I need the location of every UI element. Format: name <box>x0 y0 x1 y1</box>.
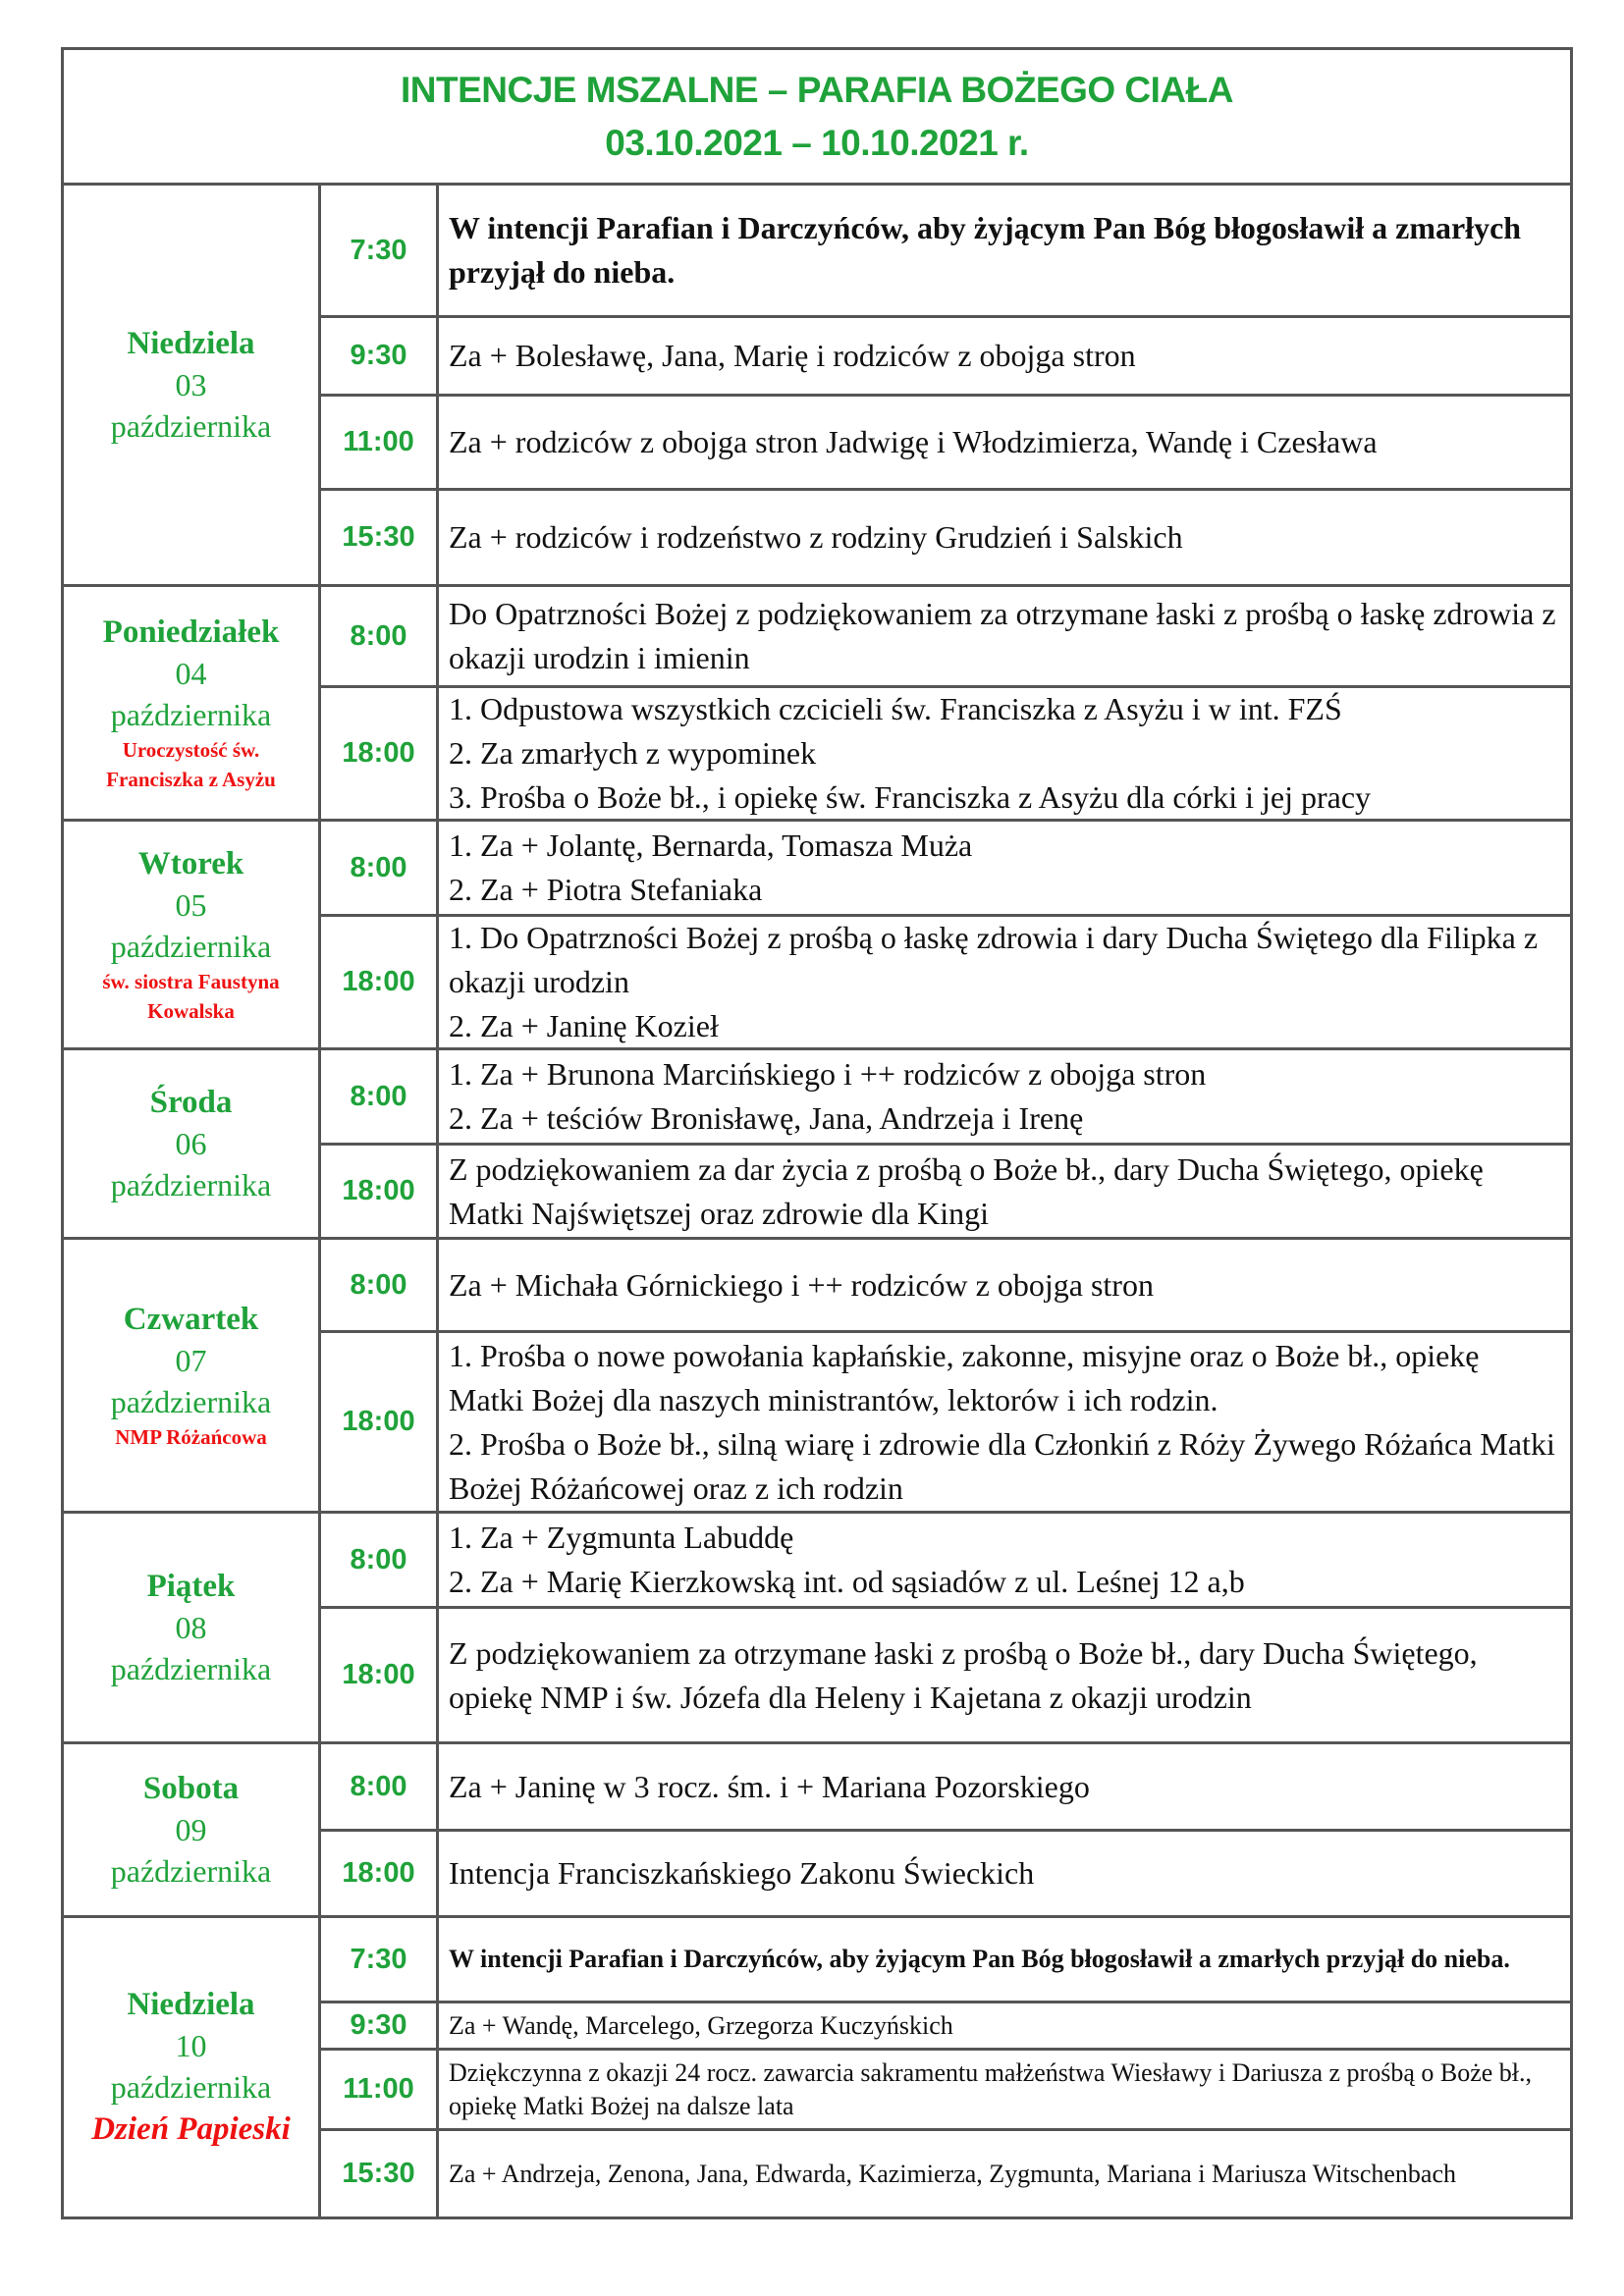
mass-time: 11:00 <box>321 397 439 488</box>
feast-label: NMP Różańcowa <box>115 1425 267 1449</box>
day-label <box>64 587 321 819</box>
day-label <box>64 186 321 584</box>
mass-time: 8:00 <box>321 587 439 685</box>
day-name: Poniedziałek <box>102 614 280 650</box>
day-name: Piątek <box>146 1569 236 1604</box>
intention-line: W intencji Parafian i Darczyńców, aby żyjącym Pan Bóg błogosławił a zmarłych przyjął do nieba. <box>449 1945 1510 1973</box>
day-month: października <box>110 697 272 732</box>
day-row <box>64 1741 1570 1915</box>
mass-intention <box>439 1146 1570 1237</box>
day-number: 07 <box>175 1343 207 1378</box>
mass-intention <box>439 2051 1570 2128</box>
day-row <box>64 1047 1570 1237</box>
intention-line: 1. Za + Jolantę, Bernarda, Tomasza Muża <box>449 828 973 863</box>
mass-list <box>321 1744 1570 1915</box>
mass-row <box>321 1606 1570 1741</box>
mass-intention <box>439 1514 1570 1606</box>
day-label <box>64 1240 321 1511</box>
intention-line: W intencji Parafian i Darczyńców, aby żyjącym Pan Bóg błogosławił a zmarłych przyjął do nieba. <box>449 210 1522 290</box>
mass-row <box>321 394 1570 488</box>
feast-label: św. siostra Faustyna Kowalska <box>102 970 280 1023</box>
mass-intention <box>439 318 1570 394</box>
day-name: Niedziela <box>127 326 255 361</box>
mass-list <box>321 1050 1570 1237</box>
mass-time: 18:00 <box>321 1832 439 1915</box>
day-number: 05 <box>175 887 207 923</box>
date-range: 03.10.2021 – 10.10.2021 r. <box>605 122 1029 163</box>
intention-line: 1. Do Opatrzności Bożej z prośbą o łaskę zdrowia i dary Ducha Świętego dla Filipka z okazji urodzin <box>449 920 1539 999</box>
intention-line: Z podziękowaniem za dar życia z prośbą o Boże bł., dary Ducha Świętego, opiekę Matki Najświętszej oraz zdrowie dla Kingi <box>449 1150 1484 1231</box>
mass-time: 8:00 <box>321 1744 439 1829</box>
mass-row <box>321 822 1570 914</box>
intention-line: Do Opatrzności Bożej z podziękowaniem za otrzymane łaski z prośbą o łaskę zdrowia z okazji urodzin i imienin <box>449 596 1556 675</box>
mass-row <box>321 1514 1570 1606</box>
mass-intention <box>439 1832 1570 1915</box>
day-label <box>64 822 321 1047</box>
day-name: Niedziela <box>127 1987 255 2022</box>
mass-intention <box>439 587 1570 685</box>
mass-row <box>321 488 1570 584</box>
day-month: października <box>110 929 272 964</box>
mass-intention <box>439 822 1570 914</box>
intentions-table <box>61 47 1573 2219</box>
mass-time: 8:00 <box>321 1514 439 1606</box>
mass-list <box>321 186 1570 584</box>
day-row <box>64 584 1570 819</box>
day-month: października <box>110 1651 272 1686</box>
mass-intention <box>439 1609 1570 1741</box>
day-row <box>64 186 1570 584</box>
mass-time: 15:30 <box>321 491 439 584</box>
mass-row <box>321 1829 1570 1915</box>
intention-line: Za + Michała Górnickiego i ++ rodziców z obojga stron <box>449 1266 1154 1303</box>
intention-line: 2. Za + teściów Bronisławę, Jana, Andrzeja i Irenę <box>449 1100 1084 1136</box>
mass-time: 18:00 <box>321 1609 439 1741</box>
day-name: Wtorek <box>137 846 244 881</box>
day-row <box>64 1915 1570 2216</box>
day-row <box>64 819 1570 1047</box>
day-month: października <box>110 2069 272 2105</box>
mass-row <box>321 1744 1570 1829</box>
day-label <box>64 1918 321 2216</box>
day-number: 03 <box>175 367 207 402</box>
mass-intention <box>439 397 1570 488</box>
day-label <box>64 1744 321 1915</box>
intention-line: 2. Za + Janinę Kozieł <box>449 1008 719 1043</box>
day-label <box>64 1050 321 1237</box>
page-title: INTENCJE MSZALNE – PARAFIA BOŻEGO CIAŁA <box>401 69 1233 110</box>
mass-row <box>321 2048 1570 2128</box>
day-name: Czwartek <box>123 1302 259 1337</box>
mass-row <box>321 1330 1570 1511</box>
mass-list <box>321 822 1570 1047</box>
mass-intention <box>439 1333 1570 1511</box>
intention-line: Za + Janinę w 3 rocz. śm. i + Mariana Pozorskiego <box>449 1768 1090 1804</box>
mass-intention <box>439 688 1570 819</box>
intention-line: Intencja Franciszkańskiego Zakonu Świeckich <box>449 1855 1035 1891</box>
mass-intention <box>439 1918 1570 2001</box>
mass-intention <box>439 1744 1570 1829</box>
mass-intention <box>439 186 1570 315</box>
mass-intention <box>439 1240 1570 1330</box>
mass-row <box>321 914 1570 1047</box>
day-number: 08 <box>175 1610 207 1645</box>
mass-time: 8:00 <box>321 822 439 914</box>
mass-row <box>321 1143 1570 1237</box>
mass-intention <box>439 491 1570 584</box>
day-number: 04 <box>175 656 207 691</box>
intention-line: Z podziękowaniem za otrzymane łaski z prośbą o Boże bł., dary Ducha Świętego, opiekę NMP i św. Józefa dla Heleny i Kajetana z okazji urodzin <box>449 1634 1478 1715</box>
day-month: października <box>110 408 272 444</box>
mass-intention <box>439 2003 1570 2048</box>
intention-line: Za + rodziców i rodzeństwo z rodziny Grudzień i Salskich <box>449 519 1183 555</box>
mass-list <box>321 1918 1570 2216</box>
day-number: 10 <box>175 2028 207 2063</box>
day-row <box>64 1237 1570 1511</box>
mass-row <box>321 1240 1570 1330</box>
intention-line: Za + Wandę, Marcelego, Grzegorza Kuczyńskich <box>449 2010 953 2040</box>
intention-line: 2. Za + Marię Kierzkowską int. od sąsiadów z ul. Leśnej 12 a,b <box>449 1564 1245 1599</box>
intention-line: 2. Za + Piotra Stefaniaka <box>449 872 763 907</box>
day-month: października <box>110 1384 272 1419</box>
mass-time: 18:00 <box>321 1333 439 1511</box>
feast-label: Dzień Papieski <box>91 2111 291 2147</box>
feast-label: Uroczystość św. Franciszka z Asyżu <box>106 738 276 791</box>
intention-line: Dziękczynna z okazji 24 rocz. zawarcia sakramentu małżeństwa Wiesławy i Dariusza z prośbą o Boże bł., opiekę Matki Bożej na dalsze lata <box>449 2057 1533 2120</box>
day-row <box>64 1511 1570 1741</box>
mass-time: 8:00 <box>321 1240 439 1330</box>
mass-row <box>321 2001 1570 2048</box>
mass-time: 15:30 <box>321 2131 439 2216</box>
mass-list <box>321 587 1570 819</box>
mass-time: 7:30 <box>321 1918 439 2001</box>
mass-row <box>321 685 1570 819</box>
intention-line: 2. Prośba o Boże bł., silną wiarę i zdrowie dla Członkiń z Róży Żywego Różańca Matki Bożej Różańcowej oraz z ich rodzin <box>449 1425 1555 1506</box>
intention-line: Za + Andrzeja, Zenona, Jana, Edwarda, Kazimierza, Zygmunta, Mariana i Mariusza Witschenbach <box>449 2159 1456 2188</box>
mass-time: 18:00 <box>321 1146 439 1237</box>
intention-line: 3. Prośba o Boże bł., i opiekę św. Franciszka z Asyżu dla córki i jej pracy <box>449 779 1372 815</box>
intention-line: 2. Za zmarłych z wypominek <box>449 735 817 771</box>
table-header <box>64 50 1570 186</box>
mass-time: 9:30 <box>321 318 439 394</box>
mass-row <box>321 587 1570 685</box>
intention-line: 1. Prośba o nowe powołania kapłańskie, zakonne, misyjne oraz o Boże bł., opiekę Matki Bożej dla naszych ministrantów, lektorów i ich rodzin. <box>449 1337 1480 1417</box>
day-number: 09 <box>175 1812 207 1847</box>
intention-line: 1. Za + Brunona Marcińskiego i ++ rodziców z obojga stron <box>449 1056 1207 1092</box>
mass-row <box>321 315 1570 394</box>
mass-time: 8:00 <box>321 1050 439 1143</box>
mass-time: 7:30 <box>321 186 439 315</box>
mass-row <box>321 2128 1570 2216</box>
days-container <box>64 186 1570 2216</box>
mass-time: 9:30 <box>321 2003 439 2048</box>
mass-intention <box>439 917 1570 1047</box>
mass-list <box>321 1240 1570 1511</box>
mass-time: 11:00 <box>321 2051 439 2128</box>
day-name: Sobota <box>142 1771 240 1806</box>
mass-row <box>321 1050 1570 1143</box>
mass-time: 18:00 <box>321 688 439 819</box>
day-month: października <box>110 1853 272 1889</box>
day-number: 06 <box>175 1126 207 1161</box>
intention-line: Za + Bolesławę, Jana, Marię i rodziców z obojga stron <box>449 338 1136 373</box>
mass-row <box>321 186 1570 315</box>
intention-line: 1. Za + Zygmunta Labuddę <box>449 1520 794 1555</box>
mass-list <box>321 1514 1570 1741</box>
day-name: Środa <box>149 1085 233 1120</box>
mass-intention <box>439 1050 1570 1143</box>
mass-time: 18:00 <box>321 917 439 1047</box>
intention-line: 1. Odpustowa wszystkich czcicieli św. Franciszka z Asyżu i w int. FZŚ <box>449 691 1342 726</box>
intention-line: Za + rodziców z obojga stron Jadwigę i Włodzimierza, Wandę i Czesława <box>449 424 1378 459</box>
day-month: października <box>110 1167 272 1202</box>
mass-intention <box>439 2131 1570 2216</box>
day-label <box>64 1514 321 1741</box>
mass-row <box>321 1918 1570 2001</box>
